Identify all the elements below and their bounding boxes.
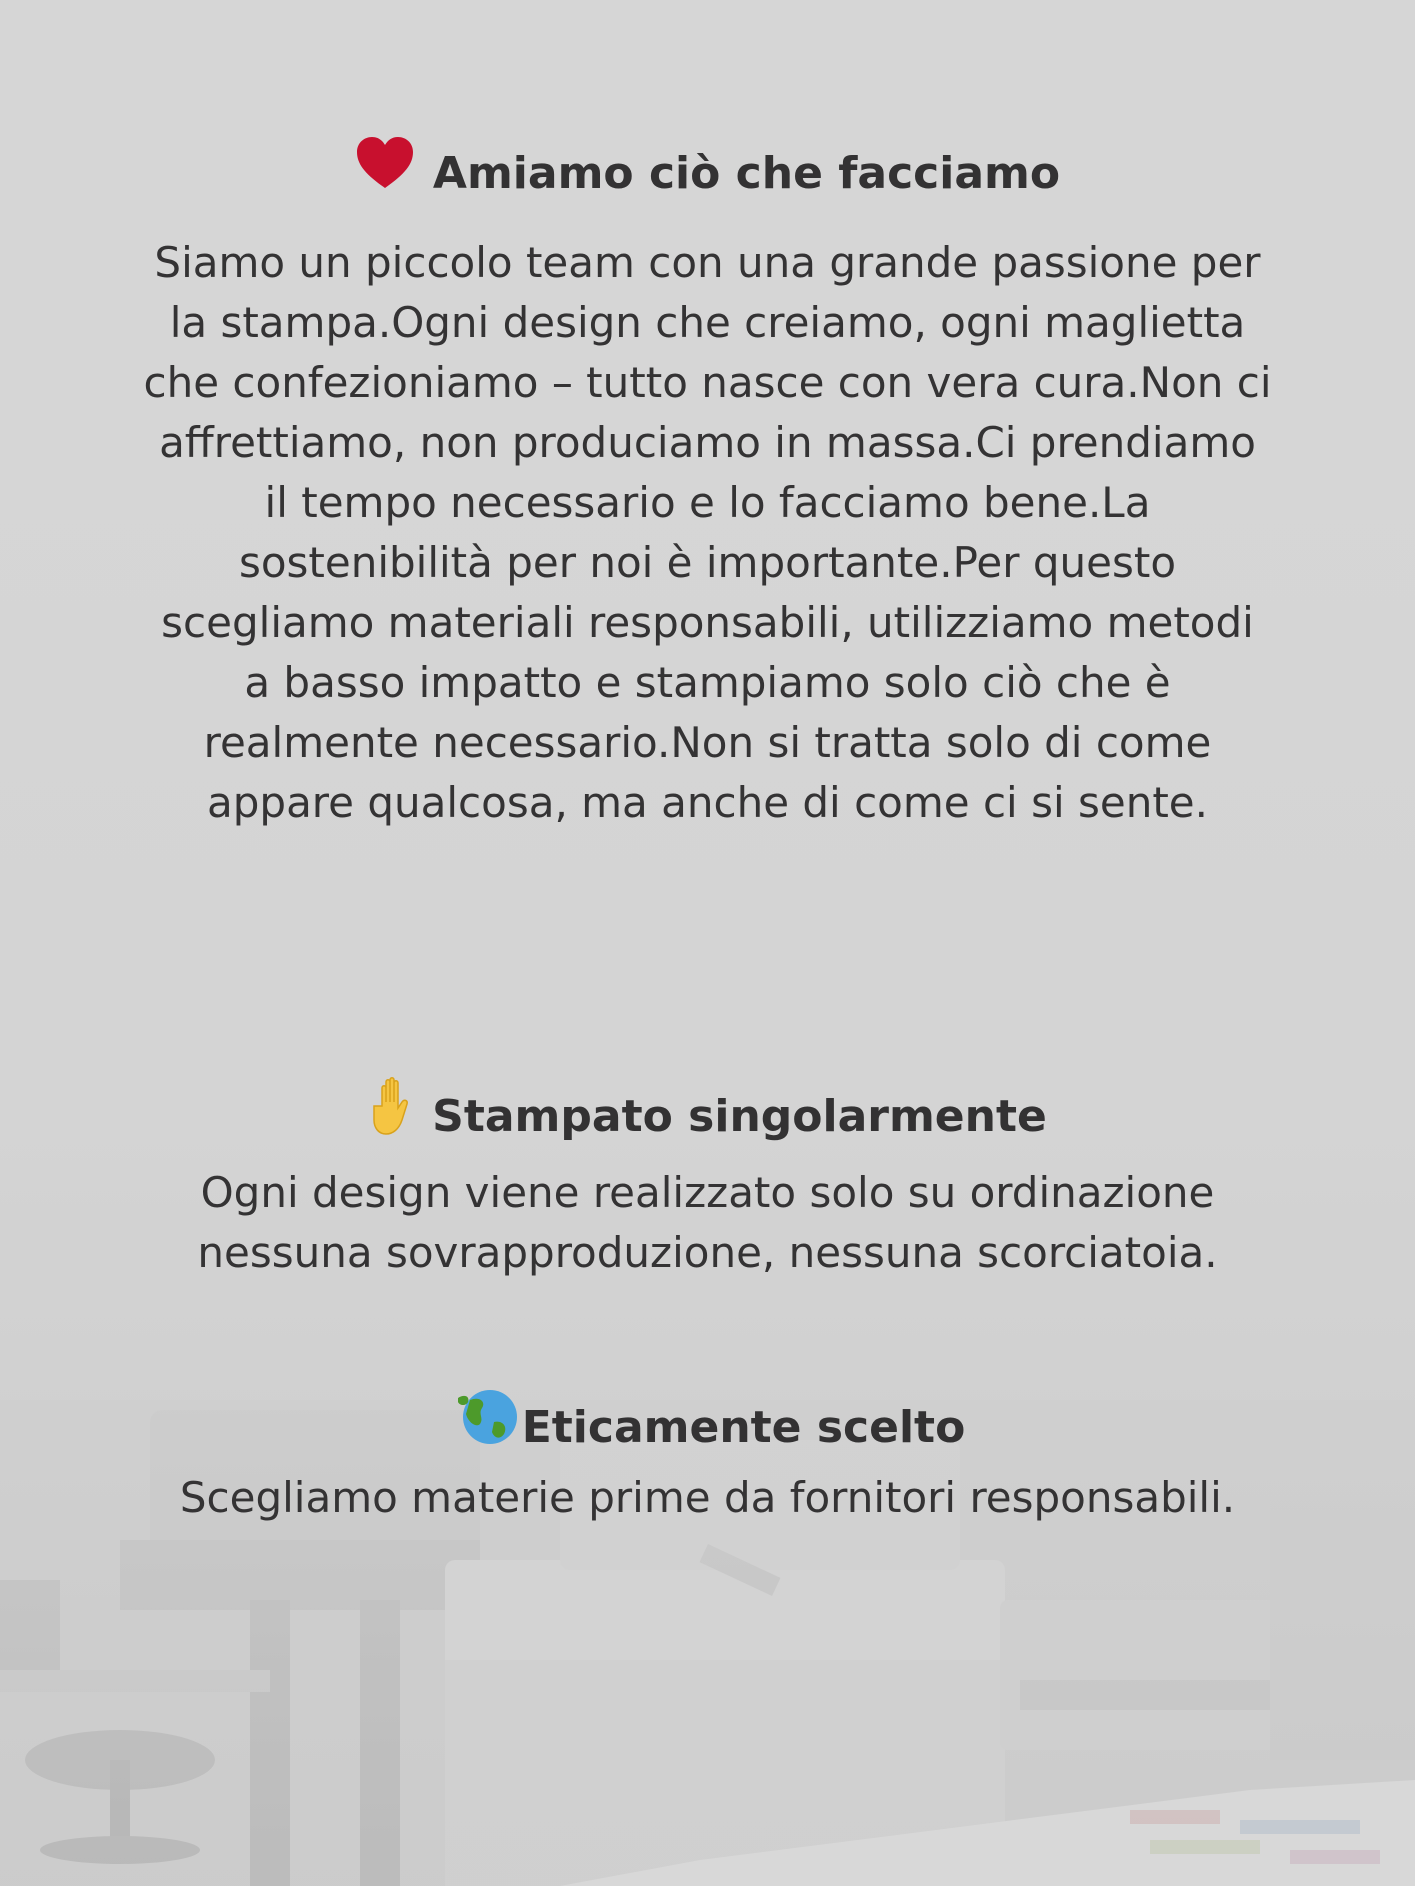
body-line: appare qualcosa, ma anche di come ci si sente. [207,778,1208,827]
body-line: a basso impatto e stampiamo solo ciò che è [244,658,1171,707]
raised-hand-icon [368,1076,424,1150]
section-title-printed [0,1080,1415,1154]
heart-icon [355,136,415,204]
section-title-text: Amiamo ciò che facciamo [432,148,1061,199]
body-line: la stampa.Ogni design che creiamo, ogni maglietta [169,298,1246,347]
body-line: che confezioniamo – tutto nasce con vera cura.Non ci [143,358,1272,407]
body-line: il tempo necessario e lo facciamo bene.La [264,478,1151,527]
section-body-printed [60,1163,1355,1283]
body-line: scegliamo materiali responsabili, utilizziamo metodi [161,598,1254,647]
body-line: affrettiamo, non produciamo in massa.Ci prendiamo [159,418,1256,467]
section-title-text: Stampato singolarmente [432,1091,1047,1142]
body-line: Siamo un piccolo team con una grande passione per [154,238,1261,287]
section-title-ethical [0,1392,1415,1464]
body-line: sostenibilità per noi è importante.Per questo [238,538,1177,587]
body-line: nessuna sovrapproduzione, nessuna scorciatoia. [197,1228,1218,1277]
section-title-text: Eticamente scelto [521,1402,966,1453]
section-body-ethical [60,1468,1355,1528]
body-line: Scegliamo materie prime da fornitori responsabili. [179,1473,1236,1522]
section-title-love [0,140,1415,208]
section-body-love [60,233,1355,833]
globe-icon [450,1388,522,1460]
body-line: Ogni design viene realizzato solo su ordinazione [200,1168,1215,1217]
body-line: realmente necessario.Non si tratta solo di come [203,718,1212,767]
